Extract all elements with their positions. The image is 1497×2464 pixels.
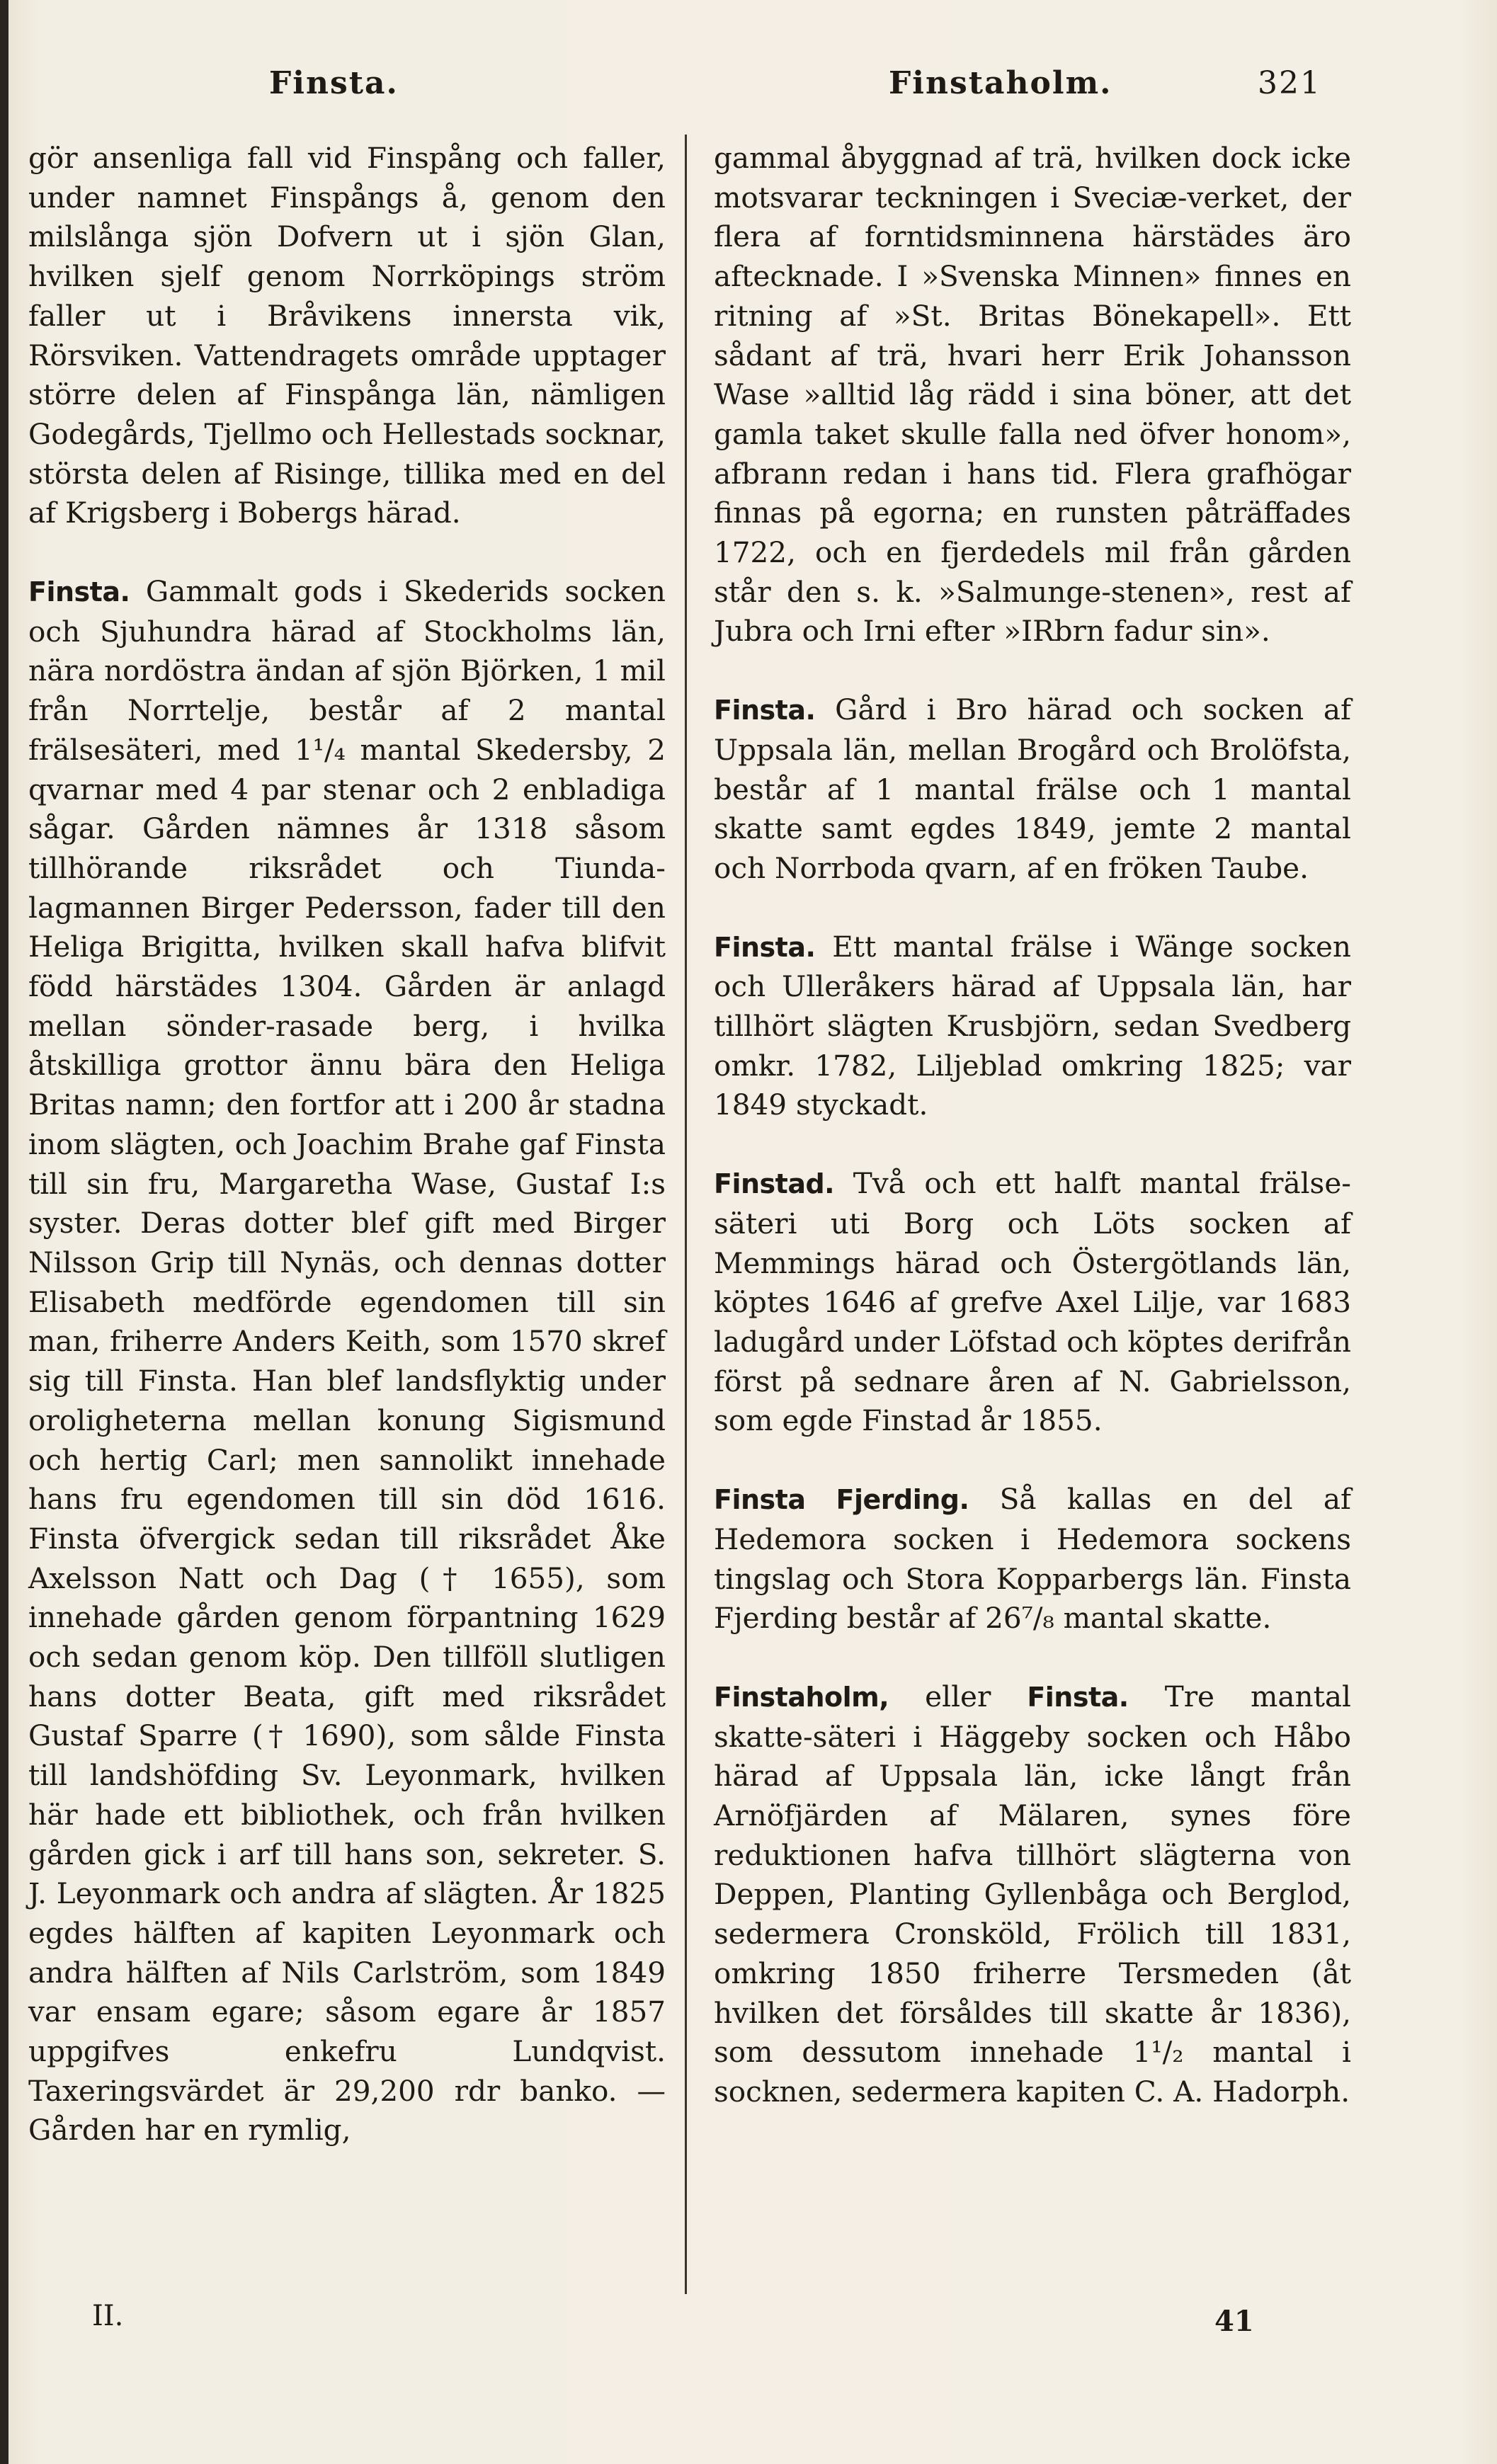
signature-mark-right: 41 xyxy=(1214,2305,1254,2338)
left-column xyxy=(28,139,666,2150)
column-divider xyxy=(685,135,687,2294)
running-header-left: Finsta. xyxy=(269,65,399,101)
running-header-right: Finstaholm. xyxy=(889,65,1112,101)
entry-term: Finsta Fjerding. xyxy=(714,1484,969,1516)
entry-term: Finstad. xyxy=(714,1168,835,1200)
entry-finstaholm xyxy=(714,1677,1351,2112)
entry-term: Finsta. xyxy=(714,931,816,963)
entry-text: Så kallas en del af Hedemora socken i Hedemora sockens tingslag och Stora Kopparbergs län. Finsta Fjerding består af 26⁷/₈ mantal skatte. xyxy=(714,1482,1351,1636)
entry-text: Ett mantal frälse i Wänge socken och Ulleråkers härad af Uppsala län, har tillhört slägten Krusbjörn, sedan Svedberg omkr. 1782, Liljeblad omkring 1825; var 1849 styckadt. xyxy=(714,929,1351,1122)
entry-text: Två och ett halft mantal frälse-säteri uti Borg och Löts socken af Memmings härad och Östergötlands län, köptes 1646 af grefve Axel Lilje, var 1683 ladugård under Löfstad och köptes derifrån först på sednare åren af N. Gabrielsson, som egde Finstad år 1855. xyxy=(714,1166,1351,1438)
entry-term: Finsta. xyxy=(714,695,816,726)
paragraph-text: gammal åbyggnad af trä, hvilken dock icke motsvarar teckningen i Sveciæ-verket, der flera af forntidsminnena härstädes äro aftecknade. I »Svenska Minnen» finnes en ritning af »St. Britas Bönekapell». Ett sådant af trä, hvari herr Erik Johansson Wase »alltid låg rädd i sina böner, att det gamla taket skulle falla ned öfver honom», afbrann redan i hans tid. Flera grafhögar finnas på egorna; en runsten påträffades 1722, och en fjerdedels mil från gården står den s. k. »Salmunge-stenen», rest af Jubra och Irni efter »IRbrn fadur sin». xyxy=(714,141,1351,649)
entry-finsta-bro xyxy=(714,690,1351,889)
paragraph-text: gör ansenliga fall vid Finspång och faller, under namnet Finspångs å, genom den milslånga sjön Dofvern ut i sjön Glan, hvilken sjelf genom Norrköpings ström faller ut i Bråvikens innersta vik, Rörsviken. Vattendragets område upptager större delen af Finspånga län, nämligen Godegårds, Tjellmo och Hellestads socknar, största delen af Risinge, tillika med en del af Krigsberg i Bobergs härad. xyxy=(28,141,666,530)
entry-text: Gård i Bro härad och socken af Uppsala län, mellan Brogård och Brolöfsta, består af 1 mantal frälse och 1 mantal skatte samt egdes 1849, jemte 2 mantal och Norrboda qvarn, af en fröken Taube. xyxy=(714,692,1352,885)
right-column xyxy=(714,139,1351,2112)
entry-term-alt: Finsta. xyxy=(1027,1681,1129,1713)
entry-finstad xyxy=(714,1164,1351,1441)
entry-connector: eller xyxy=(889,1679,1028,1713)
entry-finsta-fjerding xyxy=(714,1480,1351,1638)
paragraph xyxy=(714,139,1351,651)
signature-mark-left: II. xyxy=(92,2300,124,2332)
page-number: 321 xyxy=(1258,65,1321,101)
entry-text: Tre mantal skatte-säteri i Häggeby socken och Håbo härad af Uppsala län, icke långt från Arnöfjärden af Mälaren, synes före reduktionen hafva tillhört slägterna von Deppen, Planting Gyllenbåga och Berglod, sedermera Cronsköld, Frölich till 1831, omkring 1850 friherre Tersmeden (åt hvilken det försåldes till skatte år 1836), som dessutom innehade 1¹/₂ mantal i socknen, sedermera kapiten C. A. Hadorph. xyxy=(714,1679,1351,2109)
entry-term: Finsta. xyxy=(28,576,130,608)
paragraph xyxy=(28,139,666,533)
entry-term: Finstaholm, xyxy=(714,1681,889,1713)
entry-finsta-skederid xyxy=(28,572,666,2150)
entry-finsta-wange xyxy=(714,928,1351,1126)
entry-text: Gammalt gods i Skederids socken och Sjuhundra härad af Stockholms län, nära nordöstra ändan af sjön Björken, 1 mil från Norrtelje, består af 2 mantal frälsesäteri, med 1¹/₄ mantal Skedersby, 2 qvarnar med 4 par stenar och 2 enbladiga sågar. Gården nämnes år 1318 såsom tillhörande riksrådet och Tiunda-lagmannen Birger Pedersson, fader till den Heliga Brigitta, hvilken skall hafva blifvit född härstädes 1304. Gården är anlagd mellan sönder-rasade berg, i hvilka åtskilliga grottor ännu bära den Heliga Britas namn; den fortfor att i 200 år stadna inom slägten, och Joachim Brahe gaf Finsta till sin fru, Margaretha Wase, Gustaf I:s syster. Deras dotter blef gift med Birger Nilsson Grip till Nynäs, och dennas dotter Elisabeth medförde egendomen till sin man, friherre Anders Keith, som 1570 skref sig till Finsta. Han blef landsflyktig under oroligheterna mellan konung Sigismund och hertig Carl; men sannolikt innehade hans fru egendomen till sin död 1616. Finsta öfvergick sedan till riksrådet Åke Axelsson Natt och Dag († 1655), som innehade gården genom förpantning 1629 och sedan genom köp. Den tillföll slutligen hans dotter Beata, gift med riksrådet Gustaf Sparre († 1690), som sålde Finsta till landshöfding Sv. Leyonmark, hvilken här hade ett bibliothek, och från hvilken gården gick i arf till hans son, sekreter. S. J. Leyonmark och andra af slägten. År 1825 egdes hälften af kapiten Leyonmark och andra hälften af Nils Carlström, som 1849 var ensam egare; såsom egare år 1857 uppgifves enkefru Lundqvist. Taxeringsvärdet är 29,200 rdr banko. — Gården har en rymlig, xyxy=(28,574,666,2148)
book-spine-edge xyxy=(0,0,8,2464)
